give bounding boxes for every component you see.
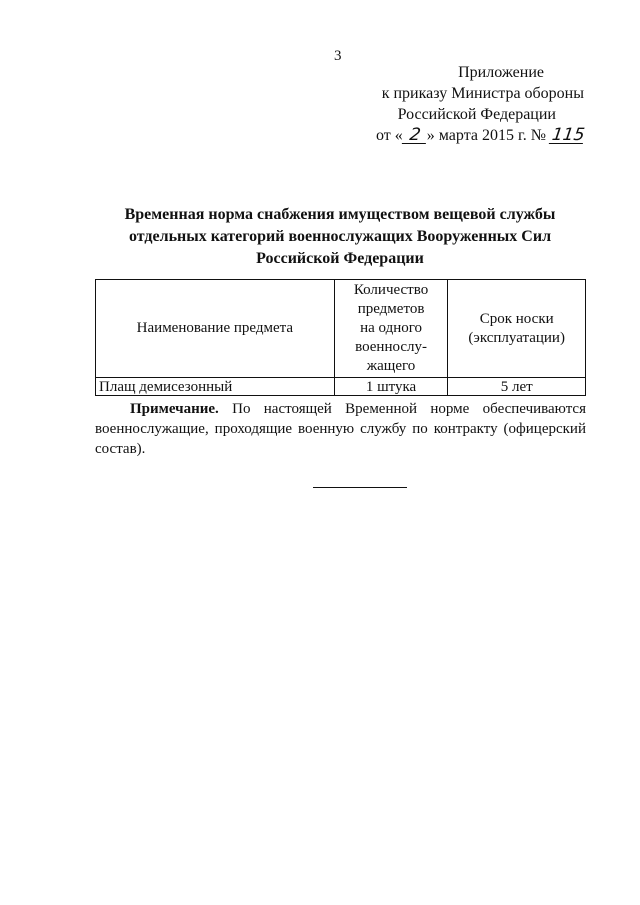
note-paragraph [95,399,586,459]
handwritten-order-number: 115 [550,125,586,145]
appendix-order-line: к приказу Министра обороны [381,85,584,102]
appendix-block [324,62,584,146]
header-quantity-line: жащего [366,358,416,374]
title-line-2: отдельных категорий военнослужащих Вооруженных Сил [128,228,552,245]
appendix-label: Приложение [458,64,544,81]
title-line-1: Временная норма снабжения имуществом вещевой службы [124,206,556,223]
note-text: По настоящей Временной норме обеспечиваются военнослужащие, проходящие военную службу по контракту (офицерский состав). [95,401,586,457]
handwritten-day: 2 [402,127,428,144]
header-quantity-line: на одного [360,320,423,336]
header-term-line: (эксплуатации) [468,329,565,346]
document-title [96,204,584,270]
date-middle: » марта 2015 г. № [426,127,546,144]
header-term-line: Срок носки [479,310,554,327]
header-quantity-line: Количество [353,282,429,298]
appendix-date-line [324,125,584,146]
page-number: 3 [334,48,342,64]
cell-quantity: 1 штука [334,378,448,396]
appendix-federation-line: Российской Федерации [397,106,556,123]
header-wear-term [448,280,586,378]
header-item-name: Наименование предмета [96,280,335,378]
table-row [96,378,586,396]
title-line-3: Российской Федерации [256,250,424,267]
header-quantity-line: предметов [357,301,425,317]
cell-wear-term: 5 лет [448,378,586,396]
note-label: Примечание. [130,401,219,417]
supply-norm-table [95,279,586,396]
table-header-row [96,280,586,378]
cell-item-name: Плащ демисезонный [96,378,335,396]
header-quantity [334,280,448,378]
end-rule-divider [313,487,407,488]
date-prefix: от « [376,127,403,144]
header-quantity-line: военнослу- [355,339,427,355]
